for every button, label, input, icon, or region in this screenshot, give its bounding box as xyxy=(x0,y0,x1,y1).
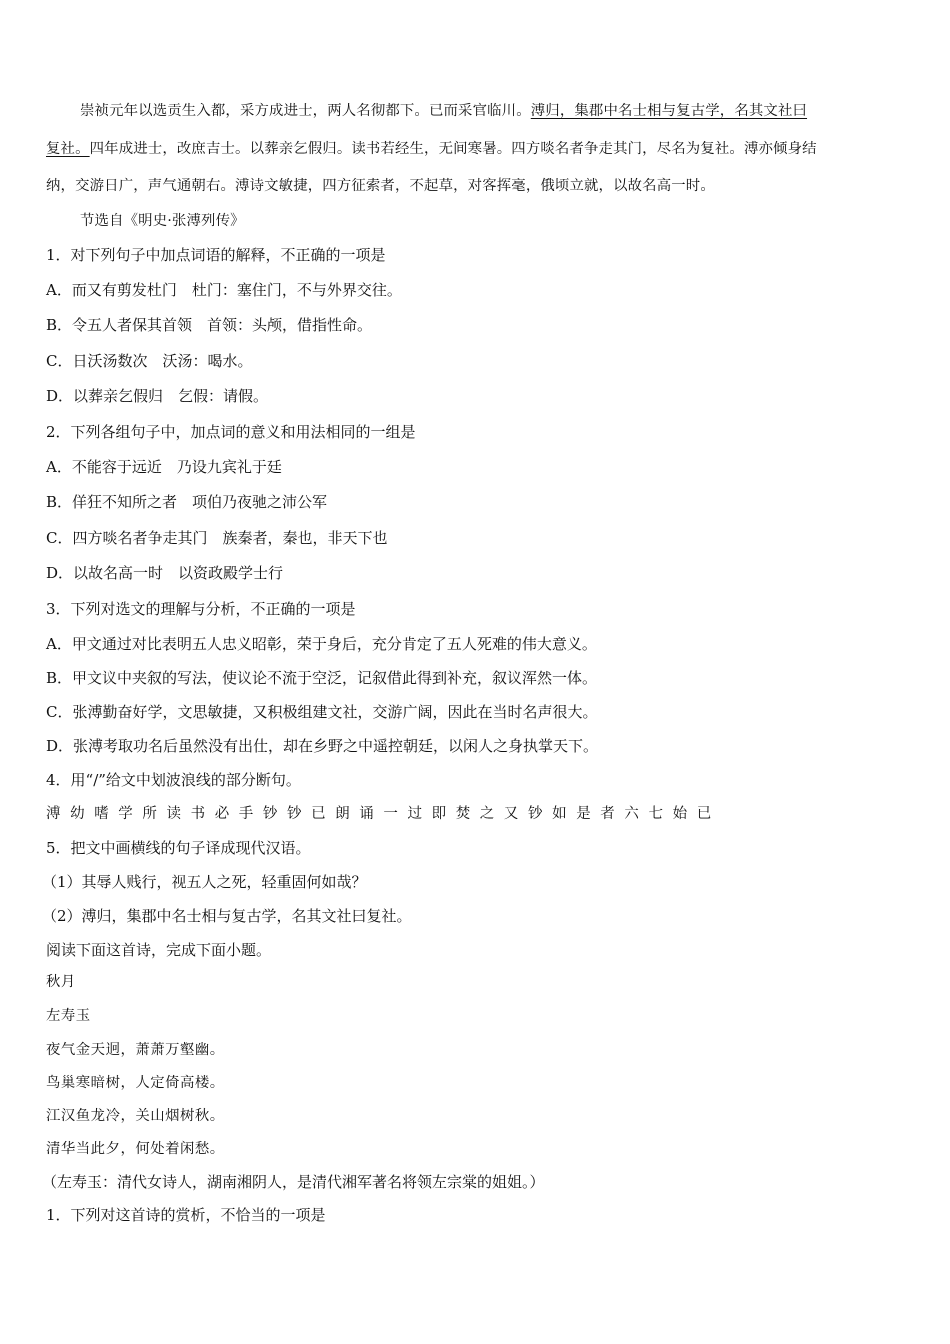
question-4-wavy-text: 溥幼嗜学所读书必手钞钞已朗诵一过即焚之又钞如是者六七始已 xyxy=(46,806,721,822)
poem-note: （左寿玉：清代女诗人，湖南湘阴人，是清代湘军著名将领左宗棠的姐姐。） xyxy=(42,1173,545,1191)
question-1-option-c: C．日沃汤数次 沃汤：喝水。 xyxy=(46,352,253,370)
poem-line-2: 鸟巢寒暗树，人定倚高楼。 xyxy=(46,1075,225,1091)
poem-line-1: 夜气金天迥，萧萧万壑幽。 xyxy=(46,1042,225,1058)
question-3-option-a: A．甲文通过对比表明五人忠义昭彰，荣于身后，充分肯定了五人死难的伟大意义。 xyxy=(46,635,597,653)
question-3-option-b: B．甲文议中夹叙的写法，使议论不流于空泛，记叙借此得到补充，叙议浑然一体。 xyxy=(46,669,598,687)
question-1-option-b: B．令五人者保其首领 首领：头颅，借指性命。 xyxy=(46,316,373,334)
poem-line-4: 清华当此夕，何处着闲愁。 xyxy=(46,1141,225,1157)
passage-line-3: 纳，交游日广，声气通朝右。溥诗文敏捷，四方征索者，不起草，对客挥毫，俄顷立就，以故名高一时。 xyxy=(46,178,715,194)
poem-title: 秋月 xyxy=(46,974,76,990)
question-2-option-d: D．以故名高一时 以资政殿学士行 xyxy=(46,564,284,582)
poem-author: 左寿玉 xyxy=(46,1008,91,1024)
question-1-option-d: D．以葬亲乞假归 乞假：请假。 xyxy=(46,387,269,405)
question-5-item-1: （1）其辱人贱行，视五人之死，轻重固何如哉？ xyxy=(42,873,367,891)
underlined-sentence: 复社。 xyxy=(46,141,90,157)
question-1-stem: 1．对下列句子中加点词语的解释，不正确的一项是 xyxy=(46,246,386,264)
poem-line-3: 江汉鱼龙冷，关山烟树秋。 xyxy=(46,1108,225,1124)
question-4-stem: 4．用“/”给文中划波浪线的部分断句。 xyxy=(46,771,301,789)
question-2-option-b: B．佯狂不知所之者 项伯乃夜驰之沛公军 xyxy=(46,493,328,511)
question-3-option-d: D．张溥考取功名后虽然没有出仕，却在乡野之中遥控朝廷，以闲人之身执掌天下。 xyxy=(46,737,599,755)
passage-source: 节选自《明史·张溥列传》 xyxy=(80,213,245,229)
question-5-item-2: （2）溥归，集郡中名士相与复古学，名其文社曰复社。 xyxy=(42,907,412,925)
question-2-option-a: A．不能容于远近 乃设九宾礼于廷 xyxy=(46,458,282,476)
question-1-option-a: A．而又有剪发杜门 杜门：塞住门，不与外界交往。 xyxy=(46,281,402,299)
passage-text: 四年成进士，改庶吉士。以葬亲乞假归。读书若经生，无间寒暑。四方啖名者争走其门，尽名为复社。溥亦倾身结 xyxy=(89,141,817,157)
question-3-stem: 3．下列对选文的理解与分析，不正确的一项是 xyxy=(46,600,356,618)
underlined-sentence: 溥归，集郡中名士相与复古学，名其文社曰 xyxy=(530,103,808,119)
question-3-option-c: C．张溥勤奋好学，文思敏捷，又积极组建文社，交游广阔，因此在当时名声很大。 xyxy=(46,703,598,721)
passage-line-2 xyxy=(46,139,817,159)
question-5-stem: 5．把文中画横线的句子译成现代汉语。 xyxy=(46,839,311,857)
poem-question-1-stem: 1．下列对这首诗的赏析，不恰当的一项是 xyxy=(46,1206,326,1224)
passage-text: 崇祯元年以选贡生入都，采方成进士，两人名彻都下。已而采官临川。 xyxy=(80,103,531,119)
passage-line-1 xyxy=(80,101,807,121)
poem-instruction: 阅读下面这首诗，完成下面小题。 xyxy=(46,941,272,959)
question-2-option-c: C．四方啖名者争走其门 族秦者，秦也，非天下也 xyxy=(46,529,388,547)
question-2-stem: 2．下列各组句子中，加点词的意义和用法相同的一组是 xyxy=(46,423,416,441)
